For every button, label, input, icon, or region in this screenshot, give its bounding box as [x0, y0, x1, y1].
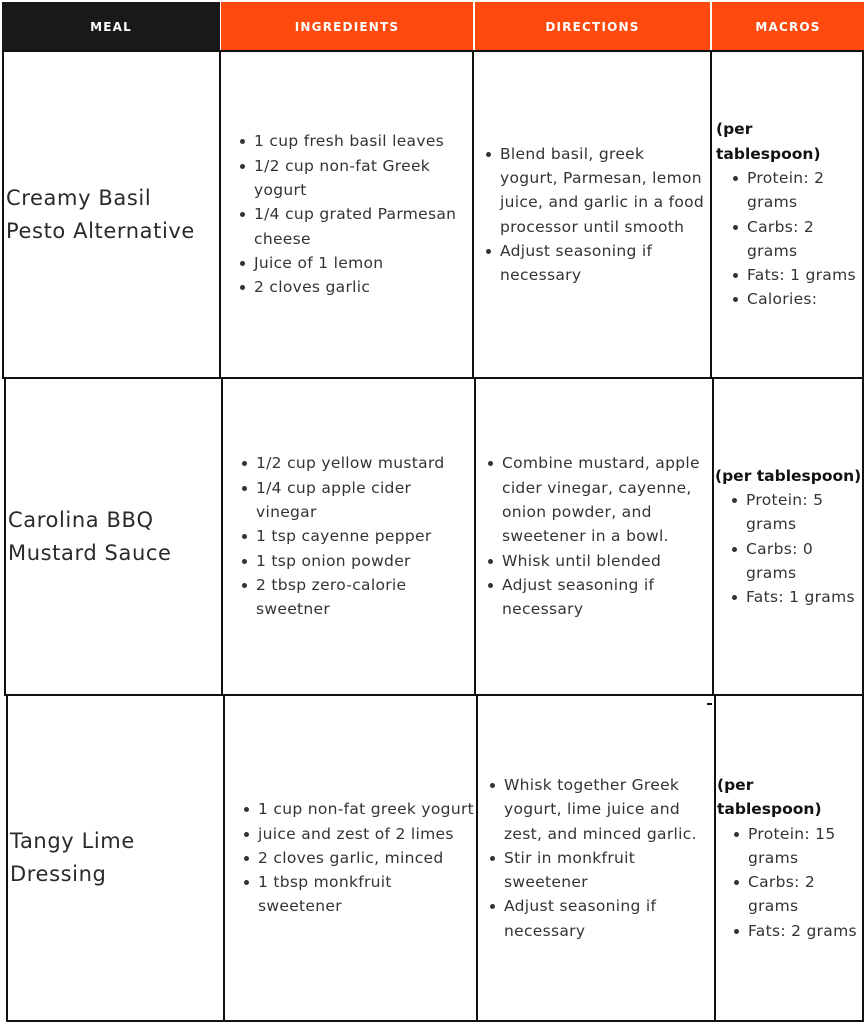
ingredient-item: 1 tbsp monkfruit sweetener [243, 870, 475, 919]
directions-list [487, 451, 709, 621]
meal-name-line: Tangy Lime [10, 829, 135, 853]
ingredient-item: 1 cup non-fat greek yogurt [243, 797, 475, 821]
ingredient-item: 1 tsp onion powder [241, 549, 473, 573]
grid-line-col3-r1 [710, 50, 712, 379]
header-ingredients-label: INGREDIENTS [294, 19, 400, 34]
direction-step: Combine mustard, apple cider vinegar, cayenne, onion powder, and sweetener in a bowl. [487, 451, 709, 548]
ingredients-cell-row-3 [243, 696, 475, 1020]
meal-name-line: Pesto Alternative [6, 218, 195, 243]
grid-line-col2-r1 [472, 50, 474, 379]
direction-step: Adjust seasoning if necessary [485, 239, 707, 288]
direction-step: Stir in monkfruit sweetener [489, 846, 711, 895]
meal-name [10, 825, 135, 891]
grid-line-col3-r2 [712, 377, 714, 696]
directions-list [485, 142, 707, 288]
macros-list [716, 166, 862, 312]
macros-serving-label: (per tablespoon) [717, 775, 822, 819]
ingredients-list [239, 129, 471, 299]
ingredients-cell-row-1 [239, 52, 471, 377]
direction-step: Adjust seasoning if necessary [487, 573, 709, 622]
meal-name [8, 504, 172, 570]
macros-cell-row-3 [717, 696, 862, 1020]
ingredient-item: 1/4 cup apple cider vinegar [241, 476, 473, 525]
header-meal-label: MEAL [90, 19, 132, 34]
ingredient-item: 1 cup fresh basil leaves [239, 129, 471, 153]
macro-item: Fats: 1 grams [731, 585, 862, 609]
macros-list [715, 488, 862, 609]
ingredient-item: 1/2 cup non-fat Greek yogurt [239, 154, 471, 203]
grid-line-col2-r3 [476, 694, 478, 1022]
direction-step: Whisk until blended [487, 549, 709, 573]
meal-name-line: Carolina BBQ [8, 507, 154, 532]
grid-line-col2-r2 [474, 377, 476, 696]
grid-line-table-bottom [6, 1020, 864, 1022]
meal-cell-row-3 [10, 696, 222, 1020]
macro-item: Calories: [732, 287, 862, 311]
grid-line-right [862, 50, 864, 1022]
directions-cell-row-1 [485, 52, 707, 377]
ingredient-item: Juice of 1 lemon [239, 251, 471, 275]
header-directions [475, 2, 710, 51]
macro-item: Carbs: 0 grams [731, 537, 862, 586]
header-macros-label: MACROS [755, 19, 821, 34]
meal-name-line: Mustard Sauce [8, 540, 172, 565]
ingredient-item: 2 cloves garlic [239, 275, 471, 299]
grid-line-col3-r3 [714, 694, 716, 1022]
macro-item: Carbs: 2 grams [732, 215, 862, 264]
macros-serving-label: (per tablespoon) [715, 466, 862, 485]
directions-list [489, 773, 711, 943]
ingredient-item: 2 tbsp zero-calorie sweetner [241, 573, 473, 622]
grid-line-left-r1 [2, 50, 4, 379]
macros-serving-label: (per tablespoon) [716, 120, 821, 163]
direction-step: Adjust seasoning if necessary [489, 894, 711, 943]
directions-cell-row-2 [487, 379, 709, 694]
macros-cell-row-2 [715, 379, 862, 694]
macro-item: Carbs: 2 grams [733, 870, 862, 919]
macro-item: Fats: 1 grams [732, 263, 862, 287]
grid-line-left-r2 [4, 377, 6, 696]
meal-name-line: Creamy Basil [6, 185, 152, 210]
meal-name-line: Dressing [10, 862, 107, 886]
meal-cell-row-2 [8, 379, 220, 694]
meal-name [6, 182, 195, 248]
ingredients-list [241, 451, 473, 621]
macro-item: Protein: 2 grams [732, 166, 862, 215]
macro-item: Fats: 2 grams [733, 919, 862, 943]
ingredients-cell-row-2 [241, 379, 473, 694]
ingredient-item: 2 cloves garlic, minced [243, 846, 475, 870]
header-ingredients [221, 2, 473, 51]
header-meal [2, 2, 220, 51]
ingredient-item: 1/4 cup grated Parmesan cheese [239, 202, 471, 251]
ingredient-item: 1 tsp cayenne pepper [241, 524, 473, 548]
direction-step: Whisk together Greek yogurt, lime juice and zest, and minced garlic. [489, 773, 711, 846]
macros-list [717, 822, 862, 943]
grid-line-col1-r3 [223, 694, 225, 1022]
directions-cell-row-3 [489, 696, 711, 1020]
ingredient-item: juice and zest of 2 limes [243, 822, 475, 846]
grid-line-col1-r1 [219, 50, 221, 379]
ingredient-item: 1/2 cup yellow mustard [241, 451, 473, 475]
meal-cell-row-1 [6, 52, 218, 377]
ingredients-list [243, 797, 475, 918]
macro-item: Protein: 5 grams [731, 488, 862, 537]
grid-line-col1-r2 [221, 377, 223, 696]
header-macros [712, 2, 864, 51]
macro-item: Protein: 15 grams [733, 822, 862, 871]
macros-cell-row-1 [716, 52, 862, 377]
direction-step: Blend basil, greek yogurt, Parmesan, lemon juice, and garlic in a food processor until smooth [485, 142, 707, 239]
grid-line-left-r3 [6, 694, 8, 1022]
header-directions-label: DIRECTIONS [545, 19, 640, 34]
